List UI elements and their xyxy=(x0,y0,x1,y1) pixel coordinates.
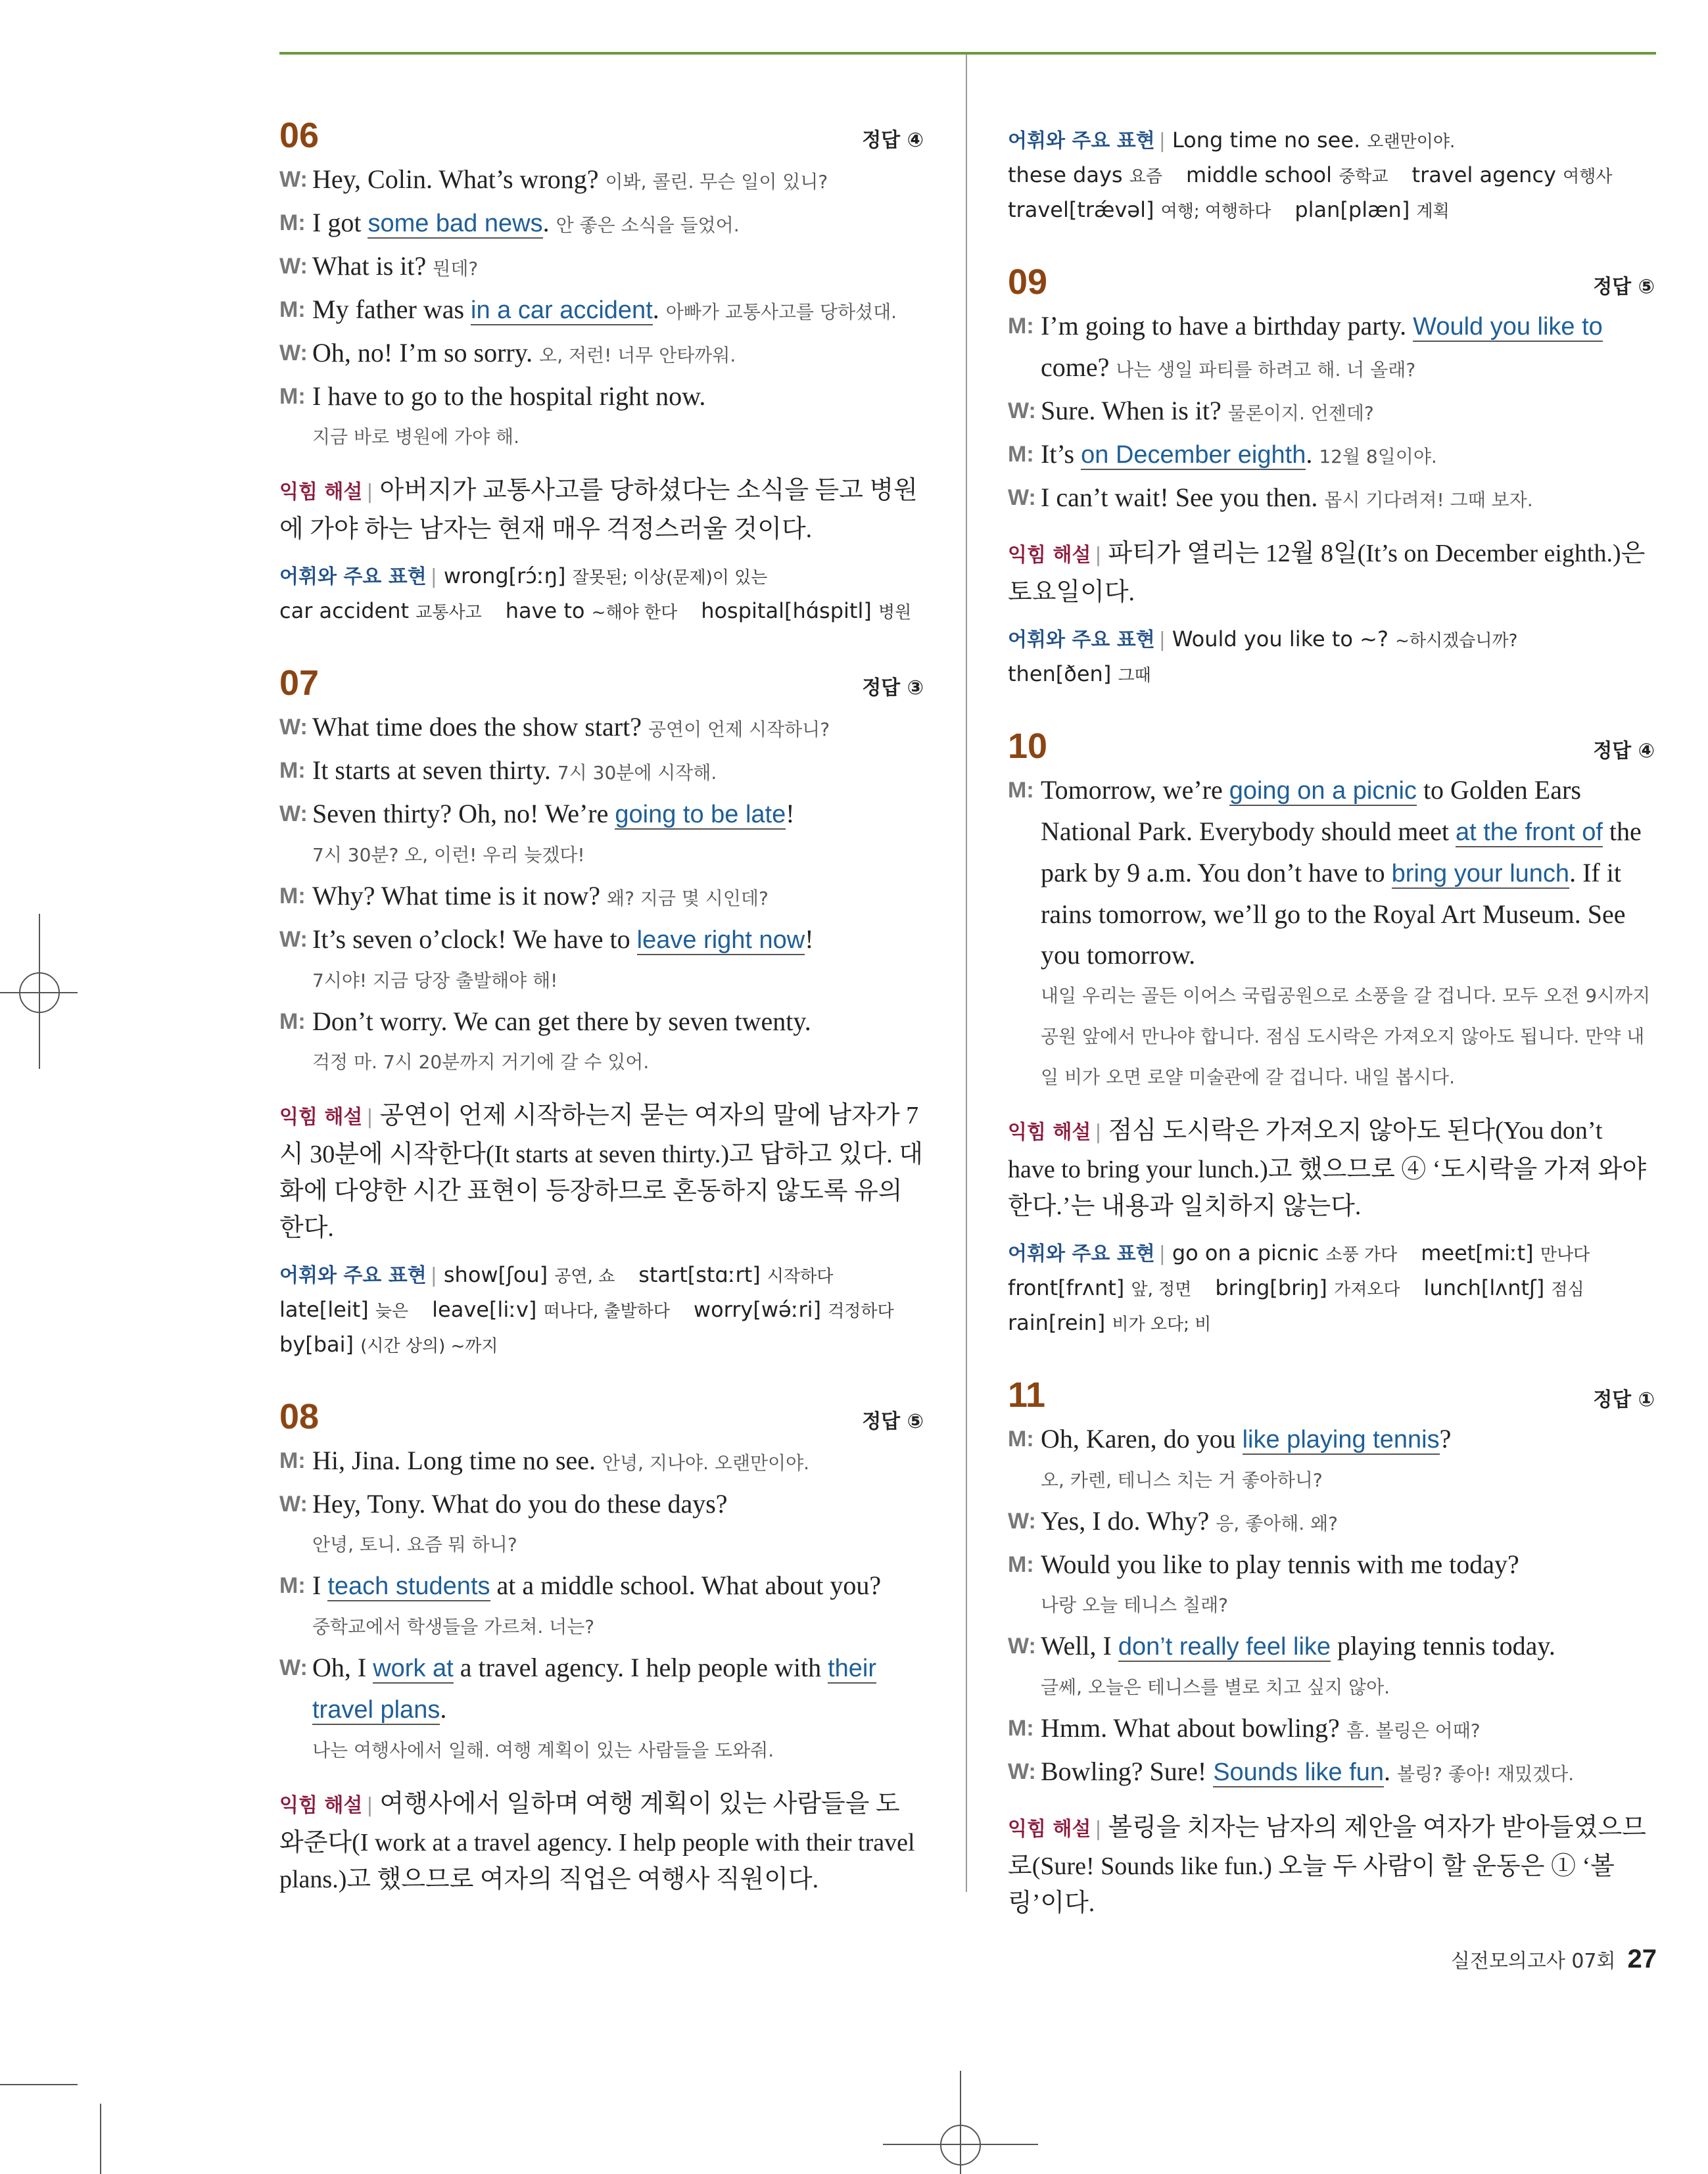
key-phrase: going to be late xyxy=(615,801,786,828)
dialogue-line xyxy=(1008,1501,1655,1544)
dialogue-line xyxy=(279,919,924,960)
vocab-term: have to xyxy=(505,598,592,623)
explanation-text: 여행사에서 일하며 여행 계획이 있는 사람들을 도와준다(I work at a travel agency. I help people with their travel plans.)고 했으므로 여자의 직업은 여행사 직원이다. xyxy=(279,1790,915,1893)
explanation xyxy=(279,1785,924,1898)
vocab-term: middle school xyxy=(1185,162,1339,187)
answer-label: 정답 ④ xyxy=(1593,740,1655,763)
dialogue-line xyxy=(279,707,924,750)
explanation-label: 익힘 해설 xyxy=(279,1106,363,1129)
explanation-label: 익힘 해설 xyxy=(1008,544,1091,567)
vocab-meaning: ~해야 한다 xyxy=(591,603,678,623)
vocab-term: rain[rein] xyxy=(1008,1310,1112,1335)
question-number: 10 xyxy=(1008,726,1048,766)
separator: | xyxy=(1095,1121,1102,1144)
speaker-label: W: xyxy=(279,254,308,279)
dialogue-line xyxy=(1008,1419,1655,1460)
dialogue-text: I xyxy=(312,1571,328,1600)
vocab-meaning: 병원 xyxy=(878,603,912,623)
explanation-label: 익힘 해설 xyxy=(279,1794,363,1817)
dialogue-text: Oh, no! I’m so sorry. xyxy=(312,338,540,367)
dialogue-text: Hey, Colin. What’s wrong? xyxy=(312,164,605,194)
question-header xyxy=(279,112,924,159)
vocab-term: worry[wə́ːri] xyxy=(693,1297,828,1322)
top-rule xyxy=(279,52,1656,55)
explanation-label: 익힘 해설 xyxy=(1008,1818,1091,1841)
korean-translation: 7시 30분? 오, 이런! 우리 늦겠다! xyxy=(312,844,585,866)
dialogue-text: . xyxy=(1384,1757,1398,1786)
dialogue-text: Oh, Karen, do you xyxy=(1041,1424,1243,1453)
dialogue-text: at a middle school. What about you? xyxy=(490,1571,882,1600)
vocab-term: front[frʌnt] xyxy=(1008,1275,1131,1300)
speaker-label: M: xyxy=(279,1009,306,1034)
speaker-label: W: xyxy=(279,1655,308,1680)
speaker-label: W: xyxy=(279,715,308,740)
vocab-term: lunch[lʌntʃ] xyxy=(1423,1275,1552,1300)
vocab-meaning: 공연, 쇼 xyxy=(554,1267,615,1287)
vocab-term: travel[trǽvəl] xyxy=(1008,197,1161,222)
dialogue-line xyxy=(1008,434,1655,477)
vocab-meaning: (시간 상의) ~까지 xyxy=(360,1336,498,1356)
dialogue-line xyxy=(279,246,924,289)
korean-translation: 7시야! 지금 당장 출발해야 해! xyxy=(312,970,558,991)
vocab-term: travel agency xyxy=(1411,162,1563,187)
vocab-term: late[leit] xyxy=(279,1297,375,1322)
speaker-label: M: xyxy=(279,758,306,783)
korean-translation: 오, 카렌, 테니스 치는 거 좋아하니? xyxy=(1041,1469,1323,1491)
dialogue-text: Yes, I do. Why? xyxy=(1041,1506,1216,1536)
separator: | xyxy=(1158,628,1166,651)
dialogue-text: ? xyxy=(1439,1424,1452,1453)
key-phrase: Sounds like fun xyxy=(1213,1759,1385,1786)
dialogue-text: Would you like to play tennis with me today? xyxy=(1041,1549,1519,1579)
vocabulary-label: 어휘와 주요 표현 xyxy=(1008,130,1155,153)
speaker-label: M: xyxy=(1008,1552,1034,1577)
korean-translation: 안 좋은 소식을 들었어. xyxy=(556,214,740,236)
dialogue-line xyxy=(279,1565,924,1607)
explanation-text: 공연이 언제 시작하는지 묻는 여자의 말에 남자가 7시 30분에 시작한다(It starts at seven thirty.)고 답하고 있다. 대화에 다양한 시간 표현이 등장하므로 혼동하지 않도록 유의한다. xyxy=(279,1102,923,1242)
korean-translation: 지금 바로 병원에 가야 해. xyxy=(312,426,519,448)
question-section xyxy=(1008,1371,1655,1922)
vocab-meaning: 가져오다 xyxy=(1334,1280,1400,1300)
dialogue-line xyxy=(1008,477,1655,521)
dialogue-text: . xyxy=(652,295,666,324)
explanation-label: 익힘 해설 xyxy=(279,481,363,504)
vocab-meaning: 계획 xyxy=(1416,202,1450,222)
dialogue-line xyxy=(1008,1544,1655,1585)
korean-translation: 뭔데? xyxy=(433,258,479,279)
korean-translation: 볼링? 좋아! 재밌겠다. xyxy=(1397,1763,1575,1785)
key-phrase: their travel plans xyxy=(312,1655,877,1724)
speaker-label: M: xyxy=(279,1573,306,1598)
korean-translation: 흠. 볼링은 어때? xyxy=(1346,1720,1481,1741)
key-phrase: work at xyxy=(373,1655,454,1682)
dialogue-line xyxy=(1008,1751,1655,1795)
key-phrase: leave right now xyxy=(636,926,805,954)
dialogue-text: It starts at seven thirty. xyxy=(312,755,557,785)
crop-mark xyxy=(100,2104,101,2174)
dialogue-text: Well, I xyxy=(1041,1631,1118,1661)
dialogue-text: What time does the show start? xyxy=(312,712,648,742)
question-section xyxy=(279,1393,924,1898)
question-section xyxy=(279,112,924,629)
vocab-meaning: 오랜만이야. xyxy=(1367,132,1456,152)
dialogue-line xyxy=(1008,1708,1655,1751)
dialogue-text: playing tennis today. xyxy=(1331,1631,1555,1661)
dialogue-line xyxy=(279,793,924,835)
korean-translation: 공연이 언제 시작하니? xyxy=(648,719,830,740)
dialogue-line xyxy=(279,1484,924,1524)
vocab-term: start[stɑːrt] xyxy=(638,1262,767,1287)
vocab-term: bring[briŋ] xyxy=(1215,1275,1335,1300)
speaker-label: M: xyxy=(1008,442,1034,467)
vocabulary-label: 어휘와 주요 표현 xyxy=(1008,628,1155,651)
vocab-meaning: 잘못된; 이상(문제)이 있는 xyxy=(572,568,768,588)
vocab-meaning: 앞, 정면 xyxy=(1131,1280,1192,1300)
footer-label: 실전모의고사 07회 xyxy=(1450,1950,1616,1973)
dialogue-text: Bowling? Sure! xyxy=(1041,1757,1214,1786)
korean-translation: 내일 우리는 골든 이어스 국립공원으로 소풍을 갈 겁니다. 모두 오전 9시까지 공원 앞에서 만나야 합니다. 점심 도시락은 가져오지 않아도 됩니다. 만약 내일 비가 오면 로얄 미술관에 갈 겁니다. 내일 봅시다. xyxy=(1041,985,1651,1088)
dialogue-text: I’m going to have a birthday party. xyxy=(1041,311,1413,341)
korean-translation: 걱정 마. 7시 20분까지 거기에 갈 수 있어. xyxy=(312,1051,650,1073)
explanation xyxy=(1008,1809,1655,1922)
explanation xyxy=(1008,535,1655,611)
separator: | xyxy=(366,1794,373,1817)
answer-label: 정답 ⑤ xyxy=(862,1410,924,1433)
vocabulary xyxy=(279,1258,924,1363)
key-phrase: teach students xyxy=(327,1572,490,1600)
registration-circle xyxy=(940,2125,981,2165)
vocabulary xyxy=(1008,124,1655,228)
question-header xyxy=(1008,722,1655,770)
speaker-label: W: xyxy=(1008,485,1036,510)
dialogue-text: I can’t wait! See you then. xyxy=(1041,483,1325,512)
dialogue-line xyxy=(279,1647,924,1730)
vocab-meaning: 여행사 xyxy=(1563,167,1613,187)
dialogue-text: It’s xyxy=(1041,439,1081,469)
vocab-term: Would you like to ~? xyxy=(1172,626,1396,651)
vocab-term: wrong[rɔ́ːŋ] xyxy=(443,563,573,588)
dialogue-line xyxy=(279,376,924,417)
dialogue-text: . xyxy=(440,1694,447,1724)
korean-translation: 왜? 지금 몇 시인데? xyxy=(607,887,769,909)
question-section xyxy=(1008,124,1655,228)
dialogue-line xyxy=(1008,770,1655,976)
vocab-term: Long time no see. xyxy=(1172,128,1367,153)
dialogue-text: I have to go to the hospital right now. xyxy=(312,381,706,411)
question-section xyxy=(279,659,924,1363)
question-section xyxy=(1008,258,1655,692)
separator: | xyxy=(366,481,373,504)
dialogue-text: . xyxy=(542,208,556,237)
vocab-term: by[bai] xyxy=(279,1332,361,1357)
speaker-label: W: xyxy=(279,1492,308,1517)
dialogue-text: Hmm. What about bowling? xyxy=(1041,1713,1346,1743)
speaker-label: W: xyxy=(1008,398,1036,423)
vocab-term: these days xyxy=(1008,162,1129,187)
separator: | xyxy=(1158,130,1166,153)
vocab-term: go on a picnic xyxy=(1172,1241,1326,1265)
vocabulary xyxy=(1008,1237,1655,1341)
speaker-label: M: xyxy=(279,884,306,909)
dialogue-text: the park by 9 a.m. You don’t have to xyxy=(1041,816,1642,887)
dialogue-text: . xyxy=(1306,439,1319,469)
speaker-label: W: xyxy=(279,801,308,826)
dialogue-text: Why? What time is it now? xyxy=(312,881,607,910)
vocab-term: plan[plæn] xyxy=(1294,197,1417,222)
vocab-meaning: 늦은 xyxy=(375,1302,409,1321)
dialogue-text: My father was xyxy=(312,295,471,324)
page-footer xyxy=(1451,1945,1657,1974)
korean-translation: 글쎄, 오늘은 테니스를 별로 치고 싶지 않아. xyxy=(1041,1676,1390,1698)
registration-circle xyxy=(19,972,60,1013)
dialogue-text: What is it? xyxy=(312,251,433,281)
answer-label: 정답 ③ xyxy=(862,676,924,699)
left-column xyxy=(279,112,924,1928)
vocabulary xyxy=(279,559,924,629)
right-column xyxy=(1008,112,1655,1952)
question-number: 11 xyxy=(1008,1375,1046,1415)
separator: | xyxy=(366,1106,373,1129)
speaker-label: W: xyxy=(1008,1509,1036,1534)
separator: | xyxy=(1095,1818,1102,1841)
question-section xyxy=(1008,722,1655,1341)
key-phrase: on December eighth xyxy=(1081,441,1306,469)
explanation xyxy=(1008,1112,1655,1225)
vocab-term: hospital[hɑ́spitl] xyxy=(701,598,879,623)
vocab-meaning: ~하시겠습니까? xyxy=(1395,631,1518,651)
vocab-meaning: 비가 오다; 비 xyxy=(1112,1315,1212,1335)
vocab-meaning: 점심 xyxy=(1551,1280,1584,1300)
vocab-meaning: 소풍 가다 xyxy=(1325,1245,1398,1265)
speaker-label: W: xyxy=(279,927,308,952)
question-number: 09 xyxy=(1008,262,1048,302)
korean-translation: 안녕, 지나야. 오랜만이야. xyxy=(602,1452,810,1474)
vocab-meaning: 중학교 xyxy=(1339,167,1388,187)
vocab-term: meet[miːt] xyxy=(1421,1241,1540,1265)
dialogue-text: Hey, Tony. What do you do these days? xyxy=(312,1489,728,1519)
korean-translation: 응, 좋아해. 왜? xyxy=(1216,1513,1339,1534)
separator: | xyxy=(430,565,437,588)
dialogue-text: Seven thirty? Oh, no! We’re xyxy=(312,799,615,828)
key-phrase: at the front of xyxy=(1455,818,1603,846)
vocab-term: leave[liːv] xyxy=(432,1297,544,1322)
vocab-meaning: 시작하다 xyxy=(767,1267,834,1287)
key-phrase: don’t really feel like xyxy=(1118,1633,1331,1661)
vocabulary xyxy=(1008,623,1655,692)
korean-translation: 오, 저런! 너무 안타까워. xyxy=(539,344,736,366)
speaker-label: W: xyxy=(1008,1759,1036,1784)
question-header xyxy=(1008,258,1655,306)
question-header xyxy=(279,659,924,707)
dialogue-text: ! xyxy=(805,924,814,954)
question-number: 07 xyxy=(279,663,320,703)
dialogue-text: come? xyxy=(1041,352,1116,382)
vocab-term: car accident xyxy=(279,598,416,623)
dialogue-line xyxy=(279,289,924,333)
separator: | xyxy=(1158,1242,1166,1265)
korean-translation: 나랑 오늘 테니스 칠래? xyxy=(1041,1594,1228,1616)
vocab-meaning: 떠나다, 출발하다 xyxy=(543,1302,670,1321)
dialogue-text: a travel agency. I help people with xyxy=(453,1653,828,1682)
explanation-text: 점심 도시락은 가져오지 않아도 된다(You don’t have to bring your lunch.)고 했으므로 ④ ‘도시락을 가져 와야 한다.’는 내용과 일치하지 않는다. xyxy=(1008,1117,1647,1220)
speaker-label: M: xyxy=(279,210,306,235)
dialogue-text: . If it rains tomorrow, we’ll go to the Royal Art Museum. See you tomorrow. xyxy=(1041,858,1626,970)
vocab-term: then[ðen] xyxy=(1008,661,1118,686)
korean-translation: 몹시 기다려져! 그때 보자. xyxy=(1324,489,1533,511)
korean-translation: 7시 30분에 시작해. xyxy=(557,762,717,784)
dialogue-text: Oh, I xyxy=(312,1653,373,1682)
vocab-meaning: 요즘 xyxy=(1129,167,1162,187)
vocab-meaning: 여행; 여행하다 xyxy=(1160,202,1271,222)
explanation xyxy=(279,472,924,548)
vocab-meaning: 교통사고 xyxy=(415,603,482,623)
answer-label: 정답 ① xyxy=(1593,1388,1655,1411)
explanation-label: 익힘 해설 xyxy=(1008,1121,1091,1144)
korean-translation: 안녕, 토니. 요즘 뭐 하니? xyxy=(312,1534,517,1555)
vocab-term: show[ʃou] xyxy=(443,1262,555,1287)
speaker-label: M: xyxy=(1008,1427,1034,1452)
dialogue-line xyxy=(1008,306,1655,390)
vocab-meaning: 그때 xyxy=(1118,666,1151,686)
vocabulary-label: 어휘와 주요 표현 xyxy=(279,565,427,588)
dialogue-text: It’s seven o’clock! We have to xyxy=(312,924,637,954)
speaker-label: M: xyxy=(1008,1716,1034,1741)
dialogue-text: Tomorrow, we’re xyxy=(1041,775,1229,805)
dialogue-text: Sure. When is it? xyxy=(1041,396,1228,425)
page-number: 27 xyxy=(1627,1945,1657,1973)
vocab-meaning: 걱정하다 xyxy=(828,1302,894,1321)
explanation-text: 볼링을 치자는 남자의 제안을 여자가 받아들였으므로(Sure! Sounds like fun.) 오늘 두 사람이 할 운동은 ① ‘볼링’이다. xyxy=(1008,1814,1646,1917)
speaker-label: M: xyxy=(279,297,306,322)
speaker-label: M: xyxy=(279,1448,306,1473)
column-divider xyxy=(966,55,967,1892)
korean-translation: 12월 8일이야. xyxy=(1319,446,1437,467)
key-phrase: going on a picnic xyxy=(1229,777,1417,805)
key-phrase: in a car accident xyxy=(471,296,653,324)
dialogue-line xyxy=(1008,1626,1655,1667)
dialogue-line xyxy=(279,750,924,793)
vocab-meaning: 만나다 xyxy=(1540,1245,1590,1265)
explanation-text: 파티가 열리는 12월 8일(It’s on December eighth.)은 토요일이다. xyxy=(1008,540,1646,606)
explanation xyxy=(279,1097,924,1246)
dialogue-line xyxy=(279,876,924,919)
korean-translation: 물론이지. 언젠데? xyxy=(1227,402,1374,424)
speaker-label: M: xyxy=(279,384,306,409)
korean-translation: 나는 여행사에서 일해. 여행 계획이 있는 사람들을 도와줘. xyxy=(312,1739,774,1761)
separator: | xyxy=(430,1264,437,1287)
speaker-label: W: xyxy=(279,167,308,192)
question-header xyxy=(1008,1371,1655,1419)
korean-translation: 중학교에서 학생들을 가르쳐. 너는? xyxy=(312,1616,595,1638)
question-number: 06 xyxy=(279,116,320,155)
key-phrase: like playing tennis xyxy=(1242,1426,1440,1453)
korean-translation: 나는 생일 파티를 하려고 해. 너 올래? xyxy=(1116,359,1416,381)
crop-mark xyxy=(0,2084,78,2085)
vocabulary-label: 어휘와 주요 표현 xyxy=(279,1264,427,1287)
dialogue-text: ! xyxy=(786,799,795,828)
answer-label: 정답 ④ xyxy=(862,129,924,152)
explanation-text: 아버지가 교통사고를 당하셨다는 소식을 듣고 병원에 가야 하는 남자는 현재 매우 걱정스러울 것이다. xyxy=(279,477,918,543)
dialogue-line xyxy=(1008,390,1655,434)
answer-label: 정답 ⑤ xyxy=(1593,275,1655,298)
dialogue-text: to Golden Ears National Park. Everybody should meet xyxy=(1041,775,1581,846)
question-header xyxy=(279,1393,924,1440)
dialogue-line xyxy=(279,1001,924,1042)
speaker-label: M: xyxy=(1008,778,1034,803)
dialogue-text: Hi, Jina. Long time no see. xyxy=(312,1446,603,1475)
key-phrase: bring your lunch xyxy=(1391,860,1570,887)
key-phrase: Would you like to xyxy=(1413,313,1603,341)
dialogue-line xyxy=(279,1440,924,1484)
speaker-label: W: xyxy=(279,341,308,366)
separator: | xyxy=(1095,544,1102,567)
korean-translation: 이봐, 콜린. 무슨 일이 있니? xyxy=(605,171,828,193)
key-phrase: some bad news xyxy=(368,210,543,237)
question-number: 08 xyxy=(279,1397,320,1436)
speaker-label: W: xyxy=(1008,1634,1036,1659)
dialogue-text: I got xyxy=(312,208,368,237)
dialogue-line xyxy=(279,202,924,246)
dialogue-line xyxy=(279,333,924,376)
dialogue-text: Don’t worry. We can get there by seven twenty. xyxy=(312,1006,811,1036)
vocabulary-label: 어휘와 주요 표현 xyxy=(1008,1242,1155,1265)
korean-translation: 아빠가 교통사고를 당하셨대. xyxy=(665,301,897,323)
dialogue-line xyxy=(279,159,924,202)
speaker-label: M: xyxy=(1008,314,1034,339)
